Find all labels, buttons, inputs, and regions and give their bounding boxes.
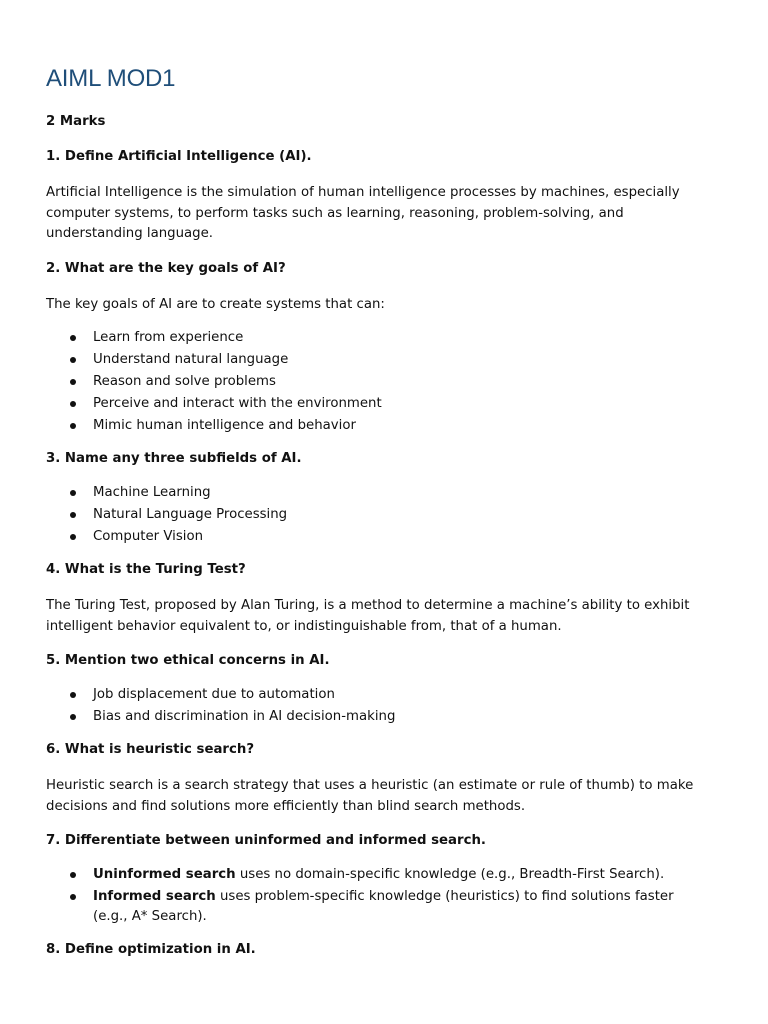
list-item bbox=[46, 505, 712, 525]
ethical-concerns-list bbox=[46, 685, 712, 727]
list-item bbox=[46, 887, 712, 927]
bullet-icon bbox=[70, 357, 76, 363]
list-item bbox=[46, 527, 712, 547]
list-item bbox=[46, 350, 712, 370]
list-item bbox=[46, 372, 712, 392]
list-item-text: Job displacement due to automation bbox=[93, 687, 335, 702]
bullet-icon bbox=[70, 872, 76, 878]
question-8: 8. Define optimization in AI. bbox=[46, 942, 256, 957]
list-item-text: Bias and discrimination in AI decision-making bbox=[93, 709, 396, 724]
bullet-icon bbox=[70, 894, 76, 900]
bullet-icon bbox=[70, 692, 76, 698]
list-item-text: Perceive and interact with the environment bbox=[93, 396, 382, 411]
subfields-list bbox=[46, 483, 712, 547]
term-uninformed: Uninformed search bbox=[93, 867, 236, 882]
list-item bbox=[46, 707, 712, 727]
answer-6: Heuristic search is a search strategy that uses a heuristic (an estimate or rule of thumb) to make decisions and find solutions more efficiently than blind search methods. bbox=[46, 778, 694, 814]
bullet-icon bbox=[70, 534, 76, 540]
list-item-text: Learn from experience bbox=[93, 330, 244, 345]
list-item-text: uses no domain-specific knowledge (e.g., Breadth-First Search). bbox=[235, 867, 665, 882]
section-heading: 2 Marks bbox=[46, 114, 106, 129]
list-item bbox=[46, 328, 712, 348]
list-item bbox=[46, 416, 712, 436]
list-item-text: Computer Vision bbox=[93, 529, 204, 544]
bullet-icon bbox=[70, 335, 76, 341]
document-title: AIML MOD1 bbox=[46, 65, 176, 92]
bullet-icon bbox=[70, 379, 76, 385]
list-item-text: Understand natural language bbox=[93, 352, 289, 367]
goals-list bbox=[46, 328, 712, 436]
list-item-text: Mimic human intelligence and behavior bbox=[93, 418, 356, 433]
term-informed: Informed search bbox=[93, 889, 216, 904]
bullet-icon bbox=[70, 714, 76, 720]
answer-1: Artificial Intelligence is the simulation of human intelligence processes by machines, especially computer systems, to perform tasks such as learning, reasoning, problem-solving, and understanding language. bbox=[46, 185, 680, 241]
search-comparison-list bbox=[46, 865, 712, 927]
list-item bbox=[46, 865, 712, 885]
list-item-text: Reason and solve problems bbox=[93, 374, 276, 389]
question-3: 3. Name any three subfields of AI. bbox=[46, 451, 302, 466]
bullet-icon bbox=[70, 490, 76, 496]
question-5: 5. Mention two ethical concerns in AI. bbox=[46, 653, 330, 668]
question-7: 7. Differentiate between uninformed and informed search. bbox=[46, 833, 486, 848]
list-item-text: Natural Language Processing bbox=[93, 507, 288, 522]
question-4: 4. What is the Turing Test? bbox=[46, 562, 246, 577]
bullet-icon bbox=[70, 401, 76, 407]
list-item bbox=[46, 483, 712, 503]
list-item-text: Machine Learning bbox=[93, 485, 211, 500]
list-item-text: uses problem-specific knowledge (heuristics) to find solutions faster (e.g., A* Search). bbox=[93, 889, 674, 924]
question-6: 6. What is heuristic search? bbox=[46, 742, 255, 757]
list-item bbox=[46, 394, 712, 414]
bullet-icon bbox=[70, 423, 76, 429]
bullet-icon bbox=[70, 512, 76, 518]
question-2: 2. What are the key goals of AI? bbox=[46, 260, 286, 276]
list-item bbox=[46, 685, 712, 705]
question-1: 1. Define Artificial Intelligence (AI). bbox=[46, 149, 312, 164]
answer-2-intro: The key goals of AI are to create systems that can: bbox=[46, 296, 385, 312]
answer-4: The Turing Test, proposed by Alan Turing, is a method to determine a machine’s ability to exhibit intelligent behavior equivalent to, or indistinguishable from, that of a human. bbox=[46, 598, 690, 634]
